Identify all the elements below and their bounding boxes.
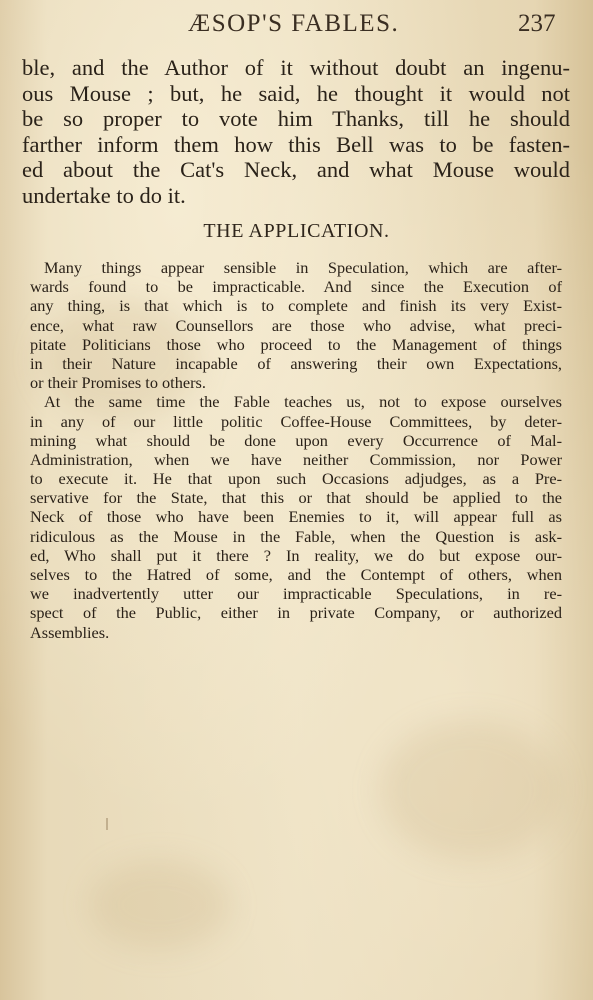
- text-line: ridiculous as the Mouse in the Fable, when the Question is ask-: [30, 526, 562, 546]
- text-line: Administration, when we have neither Commission, nor Power: [30, 449, 562, 469]
- text-line: ed about the Cat's Neck, and what Mouse would: [22, 157, 570, 182]
- text-line: farther inform them how this Bell was to be fasten-: [22, 131, 570, 157]
- text-line: or their Promises to others.: [30, 373, 206, 393]
- text-line: wards found to be impracticable. And since the Execution of: [30, 277, 562, 297]
- text-line: any thing, is that which is to complete and finish its very Exist-: [30, 296, 562, 316]
- application-heading: THE APPLICATION.: [203, 220, 390, 242]
- text-line: ence, what raw Counsellors are those who advise, what preci-: [30, 315, 562, 335]
- text-line: we inadvertently utter our impracticable Speculations, in re-: [30, 584, 562, 604]
- running-head-title: ÆSOP'S FABLES.: [188, 10, 400, 37]
- text-line: to execute it. He that upon such Occasions adjudges, as a Pre-: [30, 469, 562, 489]
- text-line: pitate Politicians those who proceed to the Management of things: [30, 334, 562, 354]
- paper-stain: [380, 720, 560, 860]
- page-number: 237: [518, 10, 556, 37]
- text-line: in any of our little politic Coffee-House Committees, by deter-: [30, 411, 562, 431]
- text-line: undertake to do it.: [22, 182, 186, 208]
- text-line: At the same time the Fable teaches us, not to expose ourselves: [44, 392, 562, 412]
- text-line: ble, and the Author of it without doubt an ingenu-: [22, 55, 570, 80]
- text-line: ed, Who shall put it there ? In reality, we do but expose our-: [30, 545, 562, 565]
- text-line: Many things appear sensible in Speculation, which are after-: [44, 258, 562, 277]
- fable-text: [22, 55, 570, 208]
- text-line: in their Nature incapable of answering their own Expectations,: [30, 353, 562, 373]
- running-head: [0, 4, 593, 44]
- text-line: be so proper to vote him Thanks, till he should: [22, 106, 570, 131]
- application-text: [30, 258, 562, 642]
- text-line: Neck of those who have been Enemies to it, will appear full as: [30, 507, 562, 527]
- application-heading-wrap: [0, 220, 593, 243]
- text-line: spect of the Public, either in private Company, or authorized: [30, 603, 562, 623]
- text-line: ous Mouse ; but, he said, he thought it would not: [22, 80, 570, 106]
- text-line: selves to the Hatred of some, and the Contempt of others, when: [30, 565, 562, 584]
- text-line: Assemblies.: [30, 622, 110, 642]
- paper-stain: [90, 860, 230, 950]
- ink-speck: [106, 818, 108, 830]
- text-line: servative for the State, that this or that should be applied to the: [30, 488, 562, 508]
- text-line: mining what should be done upon every Occurrence of Mal-: [30, 430, 562, 450]
